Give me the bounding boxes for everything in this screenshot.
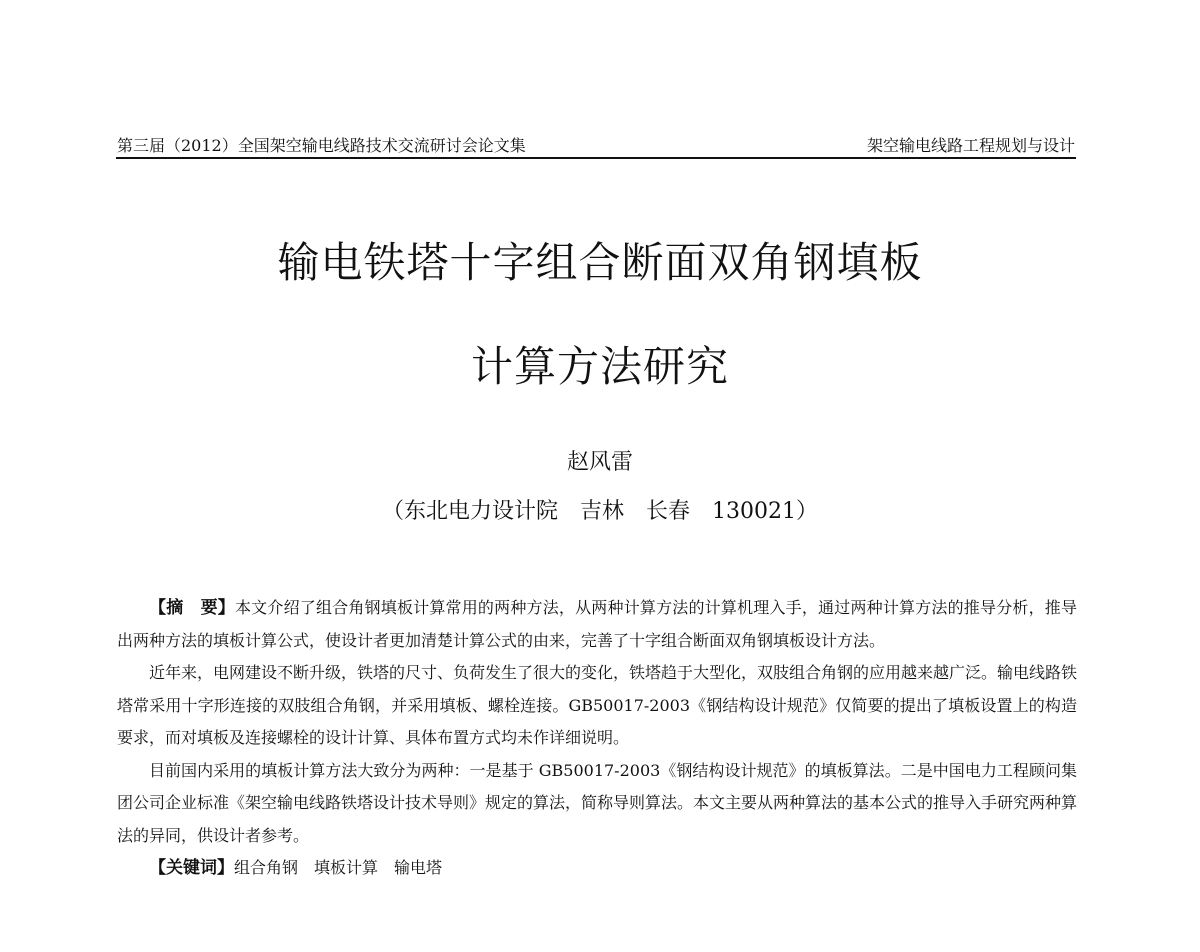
paper-title-line2: 计算方法研究 <box>470 342 729 391</box>
keywords-paragraph <box>117 852 1077 885</box>
intro-paragraph-2: 目前国内采用的填板计算方法大致分为两种：一是基于 GB50017-2003《钢结构设计规范》的填板算法。二是中国电力工程顾问集团公司企业标准《架空输电线路铁塔设计技术导则》规定的算法，简称导则算法。本文主要从两种算法的基本公式的推导入手研究两种算法的异同，供设计者参考。 <box>117 760 1078 845</box>
keywords-text: 组合角钢 填板计算 输电塔 <box>234 858 443 877</box>
keywords-label: 【关键词】 <box>149 858 234 878</box>
paper-body <box>117 592 1077 885</box>
header-section-title: 架空输电线路工程规划与设计 <box>866 136 1075 155</box>
header-proceedings-title: 第三届（2012）全国架空输电线路技术交流研讨会论文集 <box>117 136 526 155</box>
author-affiliation: （东北电力设计院 吉林 长春 130021） <box>382 499 818 524</box>
running-header <box>117 132 1075 156</box>
abstract-paragraph <box>117 592 1077 657</box>
abstract-label: 【摘 要】 <box>149 598 235 618</box>
author-name: 赵风雷 <box>566 450 633 475</box>
header-rule <box>116 157 1076 159</box>
intro-paragraph-1: 近年来，电网建设不断升级，铁塔的尺寸、负荷发生了很大的变化，铁塔趋于大型化，双肢组合角钢的应用越来越广泛。输电线路铁塔常采用十字形连接的双肢组合角钢，并采用填板、螺栓连接。GB50017-2003《钢结构设计规范》仅简要的提出了填板设置上的构造要求，而对填板及连接螺栓的设计计算、具体布置方式均未作详细说明。 <box>117 663 1078 747</box>
paper-title-line1: 输电铁塔十字组合断面双角钢填板 <box>277 238 923 287</box>
abstract-text: 本文介绍了组合角钢填板计算常用的两种方法，从两种计算方法的计算机理入手，通过两种计算方法的推导分析，推导出两种方法的填板计算公式，使设计者更加清楚计算公式的由来，完善了十字组合断面双角钢填板设计方法。 <box>117 598 1077 650</box>
